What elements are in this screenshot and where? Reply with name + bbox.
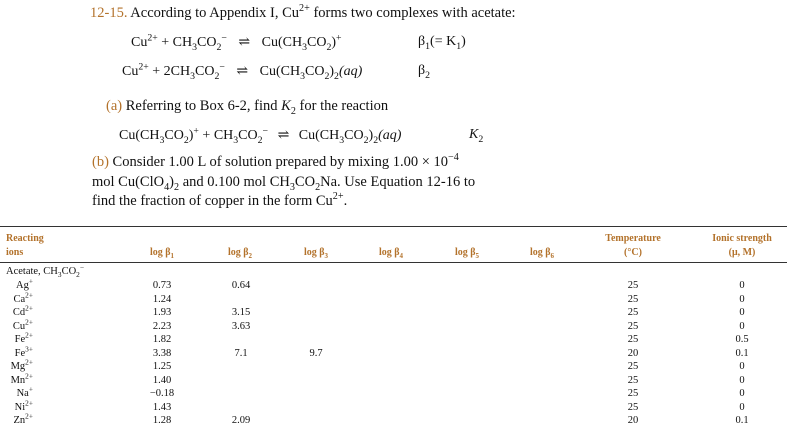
eq1-rhs-sub3: 3 [302,41,308,53]
header-ionic-unit: (μ, M) [728,247,756,258]
eq1-plus: + CH [157,35,193,50]
ion-symbol: Ni [14,401,26,413]
group-sub2: 2 [76,270,80,280]
ion-symbol: Mn [10,374,26,386]
cell-log-beta1: 1.25 [152,361,172,372]
logb-text: log β [454,247,476,258]
ion-symbol: Na [16,388,29,399]
cell-log-beta1: 1.40 [152,374,172,386]
problem-number: 12-15. [90,5,128,21]
cell-ionic-strength: 0 [739,361,745,372]
eq2-aq: (aq) [338,64,363,79]
eq2-cu-charge: 2+ [138,61,149,73]
eq2-sub2: 2 [214,70,220,82]
cell-temperature: 25 [627,374,639,386]
cell-temperature: 25 [627,293,639,305]
eq2-rhs: Cu(CH [259,64,301,79]
cell-log-beta1: 1.24 [152,293,172,305]
logb-text: log β [378,247,400,258]
eq2-co: CO [195,64,215,79]
cell-log-beta1: 1.28 [152,415,172,426]
part-b-sub2b: 2 [315,181,321,193]
logb-sub: 1 [170,252,175,260]
beta-sub: 2 [425,69,431,81]
cell-log-beta1: 1.93 [152,307,172,318]
eq2-cu: Cu [122,64,139,79]
cell-ionic-strength: 0 [739,374,745,386]
part-a-text: Referring to Box 6-2, find [122,98,282,114]
eq2-minus: − [219,61,225,73]
ion-symbol: Fe [14,334,26,345]
table-top-rule [0,226,787,227]
part-b-text-2c: and 0.100 mol CH [179,174,290,190]
equation-2 [122,63,362,80]
k2-label [469,127,483,143]
cell-ionic-strength: 0 [739,388,745,399]
eq3-rhs: Cu(CH [298,128,340,143]
cell-log-beta3: 9.7 [309,347,323,359]
ion-charge: 3+ [25,344,33,353]
ion-symbol: Cd [12,307,26,318]
eq1-rhs-charge: + [336,32,342,44]
cell-ionic-strength: 0 [739,401,745,413]
beta2-label [418,63,430,79]
part-b-text-2e: Na. Use Equation 12-16 to [320,174,476,190]
eq2-sub3: 3 [190,70,196,82]
cell-log-beta2: 2.09 [231,415,251,426]
cell-temperature: 20 [627,415,639,426]
logb-text: log β [303,247,325,258]
group-minus: − [79,262,84,272]
ion-charge: 2+ [25,398,33,407]
cell-log-beta2: 0.64 [231,280,251,291]
ligand-group-label [6,262,84,280]
equilibrium-arrow-icon: ⇌ [236,64,249,79]
problem-heading [90,5,516,22]
logb-sub: 4 [399,252,404,260]
eq3-aq: (aq) [378,128,402,143]
ion-symbol: Zn [13,415,26,426]
header-reacting: Reacting [6,233,44,244]
intro-text: According to Appendix I, Cu [130,5,300,21]
equilibrium-arrow-icon: ⇌ [277,128,290,143]
cell-log-beta1: 1.82 [152,334,172,345]
part-b-line2 [92,174,475,191]
k-sub: 1 [456,40,462,52]
k-symbol: K [469,127,479,142]
eq1-minus: − [221,32,227,44]
ion-symbol: Fe [14,347,26,359]
cell-log-beta1: 0.73 [152,280,172,291]
header-log-beta1 [150,247,174,258]
cell-temperature: 25 [627,307,639,318]
cell-temperature: 25 [627,401,639,413]
header-log-beta6 [530,247,554,258]
ion-charge: + [28,276,33,286]
eq1-cu-charge: 2+ [147,32,158,44]
part-b-text-1: Consider 1.00 L of solution prepared by mixing 1.00 × 10 [108,154,449,170]
cell-temperature: 25 [627,334,639,345]
header-ions: ions [6,247,24,258]
eq1-rhs-co: CO [307,35,327,50]
ion-symbol: Mg [10,361,26,372]
header-temperature: Temperature [605,233,661,244]
eq3-rhs-sub2b: 2 [373,134,379,146]
table-row-ion [13,411,34,426]
cell-temperature: 25 [627,361,639,372]
eq3-rhs-paren: ) [368,128,374,143]
eq3-co: CO [238,128,258,143]
group-text: Acetate, CH [6,266,58,277]
logb-sub: 6 [550,252,555,260]
equilibrium-arrow-icon: ⇌ [238,35,251,50]
beta-close: ) [461,34,466,49]
ion-charge: 2+ [25,371,33,380]
cell-ionic-strength: 0 [739,307,745,318]
eq1-sub3: 3 [192,41,198,53]
eq1-cu: Cu [131,35,148,50]
cell-ionic-strength: 0 [739,280,745,291]
part-b-line1 [92,154,459,171]
ion-symbol: Ag [16,280,29,291]
part-b-co: CO [294,174,316,190]
ion-symbol: Ca [13,293,26,305]
eq2-rhs-sub2: 2 [324,70,330,82]
logb-sub: 5 [475,252,480,260]
ion-charge: + [28,384,33,394]
cell-temperature: 25 [627,320,639,332]
part-b-period: . [343,193,348,209]
part-b-label: (b) [92,154,109,170]
logb-sub: 2 [248,252,253,260]
part-b-exp: −4 [448,152,459,164]
logb-text: log β [149,247,171,258]
equation-3 [119,127,401,144]
eq1-rhs-sub2: 2 [326,41,332,53]
ion-charge: 2+ [25,317,33,326]
part-b-paren: ) [169,174,175,190]
ion-charge: 2+ [25,290,33,299]
intro-sup: 2+ [299,3,310,15]
ion-charge: 2+ [25,411,33,421]
beta-symbol: β [418,63,426,78]
cell-log-beta2: 7.1 [234,347,248,359]
part-b-line3 [92,193,347,210]
eq3-plus: + CH [198,128,234,143]
beta-sub: 1 [425,40,431,52]
header-log-beta3 [304,247,328,258]
ion-charge: 2+ [25,330,33,340]
part-b-sub2: 2 [174,181,180,193]
eq1-rhs-paren: ) [331,35,337,50]
beta-eq-k: (= K [430,34,457,49]
part-a-text-end: for the reaction [295,98,389,114]
eq3-sub2: 2 [257,134,263,146]
cell-ionic-strength: 0.5 [735,334,749,345]
eq2-rhs-sub3: 3 [300,70,306,82]
part-b-sub4: 4 [164,181,170,193]
header-ionic-strength: Ionic strength [712,233,772,244]
eq3-sub3: 3 [233,134,239,146]
part-a-k: K [281,98,291,114]
part-a [106,98,388,115]
cell-log-beta2: 3.63 [231,320,251,332]
ion-charge: 2+ [25,357,33,367]
eq3-lhs-paren: ) [188,128,194,143]
logb-text: log β [529,247,551,258]
eq3-lhs-co: CO [164,128,184,143]
equation-1 [131,34,342,51]
eq1-sub2: 2 [216,41,222,53]
k-sub: 2 [478,133,484,145]
ion-symbol: Cu [12,320,26,332]
intro-text-end: forms two complexes with acetate: [309,5,516,21]
eq2-rhs-paren: ) [329,64,335,79]
beta-symbol: β [418,34,426,49]
header-log-beta4 [379,247,403,258]
eq3-lhs-sub3: 3 [159,134,165,146]
table-header-rule [0,262,787,263]
eq1-rhs: Cu(CH [261,35,303,50]
eq2-plus: + 2CH [148,64,191,79]
cell-temperature: 25 [627,280,639,291]
header-temperature-unit: (°C) [624,247,642,258]
group-co: CO [61,266,77,277]
cell-temperature: 20 [627,347,639,359]
cell-log-beta1: −0.18 [149,388,175,399]
eq3-rhs-sub3: 3 [339,134,345,146]
logb-text: log β [227,247,249,258]
beta1-label [418,34,466,50]
eq3-lhs-charge: + [193,125,199,137]
eq1-co: CO [197,35,217,50]
cell-log-beta1: 2.23 [152,320,172,332]
cell-log-beta1: 3.38 [152,347,172,359]
cell-log-beta2: 3.15 [231,307,251,318]
part-b-sub3: 3 [289,181,295,193]
cell-log-beta1: 1.43 [152,401,172,413]
part-a-k-sub: 2 [290,105,296,117]
eq3-rhs-sub2: 2 [363,134,369,146]
eq2-rhs-sub2b: 2 [334,70,339,82]
eq3-minus: − [262,125,269,137]
part-b-cu-charge: 2+ [332,191,344,203]
group-sub3: 3 [57,270,62,280]
cell-ionic-strength: 0.1 [735,347,749,359]
eq3-lhs: Cu(CH [119,128,160,143]
header-log-beta5 [455,247,479,258]
cell-ionic-strength: 0 [739,320,745,332]
eq3-rhs-co: CO [344,128,364,143]
eq2-rhs-co: CO [305,64,325,79]
logb-sub: 3 [324,252,329,260]
part-b-text-3: find the fraction of copper in the form Cu [92,193,333,209]
cell-temperature: 25 [627,388,639,399]
cell-ionic-strength: 0.1 [735,415,749,426]
cell-ionic-strength: 0 [739,293,745,305]
part-a-label: (a) [106,98,123,114]
header-log-beta2 [228,247,252,258]
eq3-lhs-sub2: 2 [183,134,189,146]
part-b-text-2a: mol Cu(ClO [92,174,165,190]
ion-charge: 2+ [25,303,33,313]
